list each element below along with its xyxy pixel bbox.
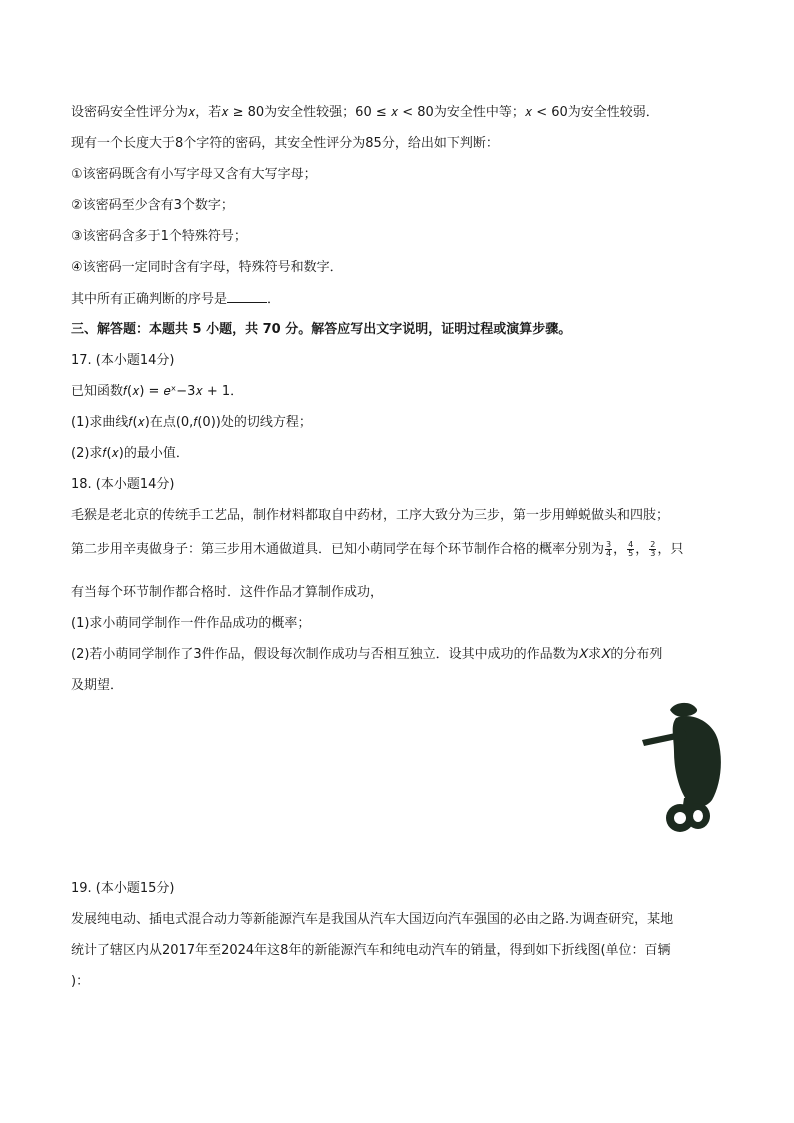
question-prompt: 其中所有正确判断的序号是 [71,292,228,307]
problem-17-function: 已知函数𝑓(𝑥) = 𝑒ˣ−3𝑥 + 1． [71,384,244,399]
line-password-score-definition: 设密码安全性评分为𝑥，若𝑥 ≥ 80为安全性较强；60 ≤ 𝑥 < 80为安全性中等；𝑥 < 60为安全性较弱． [71,105,659,120]
problem-18-steps-end: ，只 [657,542,684,557]
problem-19-intro-end: )： [71,974,90,989]
line-password-premise: 现有一个长度大于8个字符的密码，其安全性评分为85分，给出如下判断： [71,136,499,151]
problem-18-heading: 18. (本小题14分) [71,477,175,492]
problem-19-heading: 19. (本小题15分) [71,881,175,896]
monkey-figure-icon [640,700,730,840]
problem-19-intro-cont: 统计了辖区内从2017年至2024年这8年的新能源汽车和纯电动汽车的销量，得到如下折线图(单位：百辆 [71,943,671,958]
problem-17-heading: 17. (本小题14分) [71,353,175,368]
question-prompt-end: ． [267,292,281,307]
fraction-3-4: $\frac{3}{4}$ [606,540,612,558]
problem-18-part-1: (1)求小萌同学制作一件作品成功的概率； [71,616,311,631]
problem-18-steps: 第二步用辛夷做身子：第三步用木通做道具．已知小萌同学在每个环节制作合格的概率分别为 [71,542,605,557]
problem-17-part-2: (2)求𝑓(𝑥)的最小值． [71,446,189,461]
judgment-4: ④该密码一定同时含有字母，特殊符号和数字． [71,260,343,275]
fraction-4-5: $\frac{4}{5}$ [628,540,634,558]
problem-17-part-1: (1)求曲线𝑓(𝑥)在点(0,𝑓(0))处的切线方程； [71,415,312,430]
separator: ， [635,542,649,557]
judgment-3: ③该密码含多于1个特殊符号； [71,229,247,244]
fraction-2-3: $\frac{2}{3}$ [650,540,656,558]
answer-blank [227,290,267,303]
problem-18-intro: 毛猴是老北京的传统手工艺品，制作材料都取自中药材，工序大致分为三步，第一步用蝉蜕做头和四肢； [71,508,670,523]
question-prompt-line [71,290,280,309]
problem-18-part-2: (2)若小萌同学制作了3件作品，假设每次制作成功与否相互独立．设其中成功的作品数为𝑋求𝑋的分布列 [71,647,663,662]
problem-19-intro: 发展纯电动、插电式混合动力等新能源汽车是我国从汽车大国迈向汽车强国的必由之路.为调查研究，某地 [71,912,674,927]
problem-18-condition: 有当每个环节制作都合格时．这件作品才算制作成功， [71,585,384,600]
separator: ， [613,542,627,557]
judgment-2: ②该密码至少含有3个数字； [71,198,234,213]
problem-18-probabilities-line [71,541,683,559]
section-heading-answers: 三、解答题：本题共 5 小题，共 70 分。解答应写出文字说明，证明过程或演算步骤。 [71,322,572,337]
judgment-1: ①该密码既含有小写字母又含有大写字母； [71,167,317,182]
problem-18-part-2-cont: 及期望． [71,678,124,693]
